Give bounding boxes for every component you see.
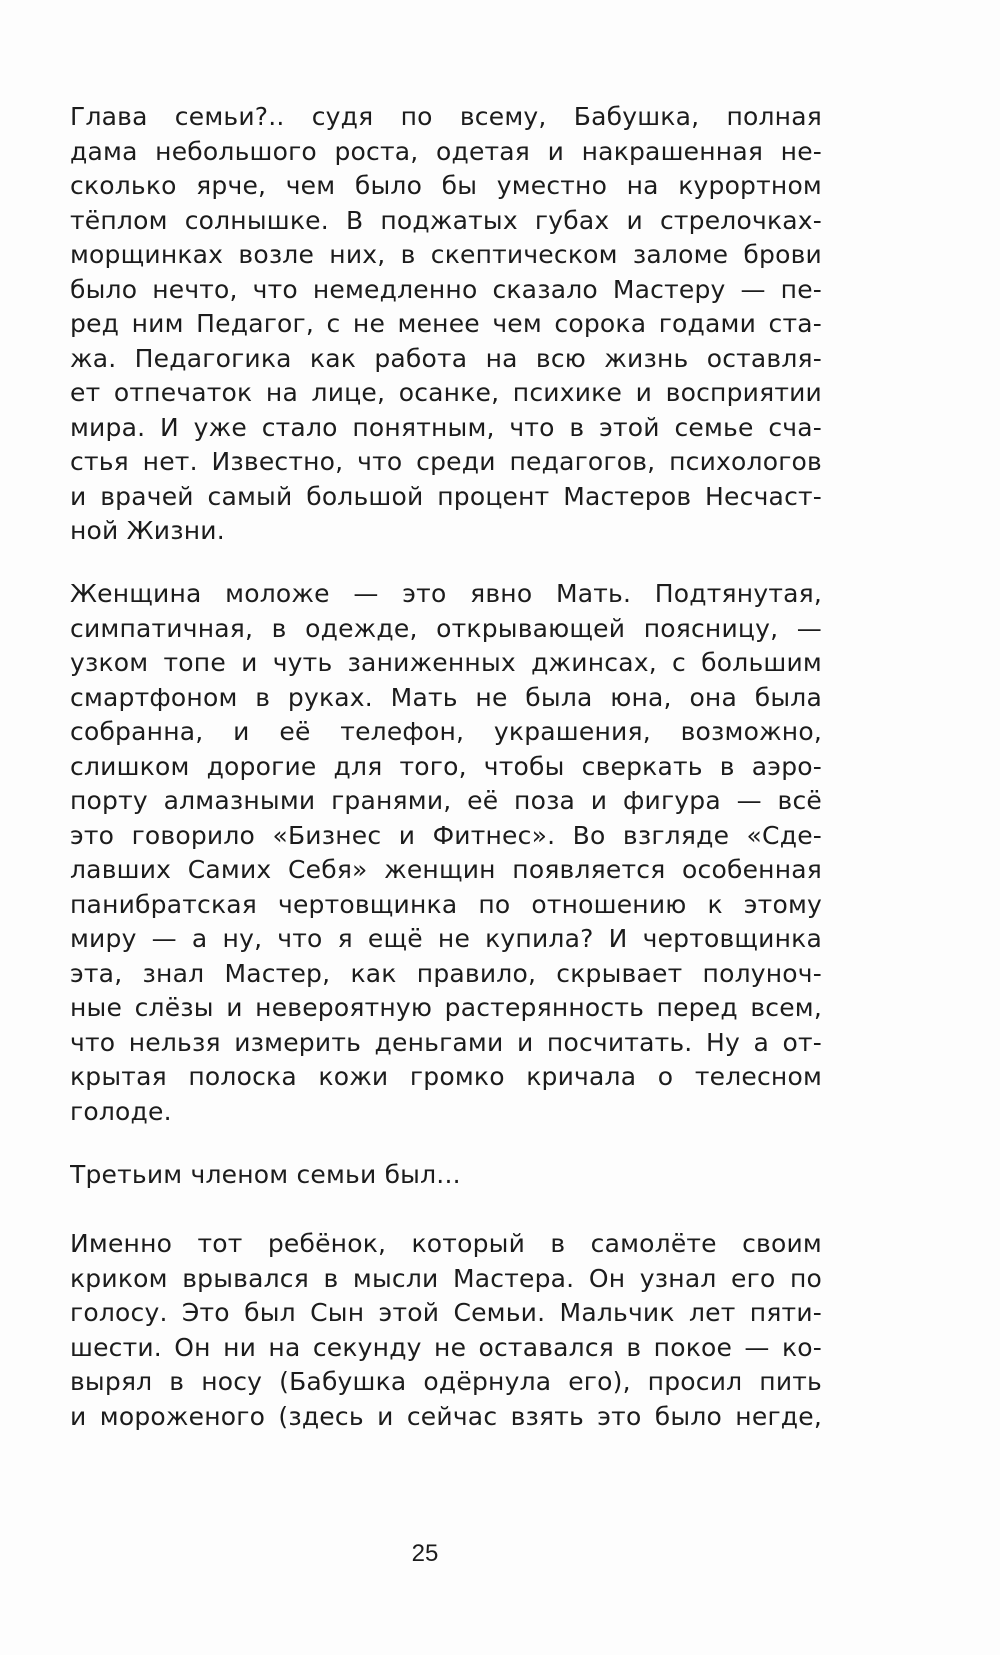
paragraph-2 [70, 577, 822, 1129]
text-line: шести. Он ни на секунду не оставался в покое — ко- [70, 1332, 822, 1362]
text-line: голосу. Это был Сын этой Семьи. Мальчик лет пяти- [70, 1298, 822, 1327]
text-line: Женщина моложе — это явно Мать. Подтянутая, [70, 579, 822, 608]
text-line: панибратская чертовщинка по отношению к этому [70, 889, 822, 919]
text-line: узком топе и чуть заниженных джинсах, с большим [70, 648, 822, 677]
text-line: и мороженого (здесь и сейчас взять это было негде, [70, 1401, 822, 1431]
text-line: стья нет. Известно, что среди педагогов, психологов [70, 447, 822, 476]
paragraph-1 [70, 100, 822, 549]
text-line: симпатичная, в одежде, открывающей поясницу, — [70, 613, 822, 643]
text-line: слишком дорогие для того, чтобы сверкать в аэро- [70, 751, 822, 781]
text-line: порту алмазными гранями, её поза и фигура — всё [70, 786, 822, 815]
text-line: жа. Педагогика как работа на всю жизнь оставля- [70, 343, 822, 373]
text-line: голоде. [70, 1096, 172, 1126]
text-line: вырял в носу (Бабушка одёрнула его), просил пить [70, 1367, 822, 1396]
text-line: криком врывался в мысли Мастера. Он узнал его по [70, 1263, 822, 1293]
text-line: мира. И уже стало понятным, что в этой семье сча- [70, 412, 822, 442]
text-line: ной Жизни. [70, 516, 225, 545]
text-line: миру — а ну, что я ещё не купила? И чертовщинка [70, 924, 822, 953]
text-line: что нельзя измерить деньгами и посчитать. Ну а от- [70, 1027, 822, 1057]
text-line: ет отпечаток на лице, осанке, психике и восприятии [70, 378, 822, 407]
text-line: тёплом солнышке. В поджатых губах и стрелочках- [70, 205, 822, 235]
text-line: Именно тот ребёнок, который в самолёте своим [70, 1229, 822, 1258]
text-line: Третьим членом семьи был... [70, 1160, 461, 1189]
text-line: ред ним Педагог, с не менее чем сорока годами ста- [70, 309, 822, 338]
text-line: было нечто, что немедленно сказало Мастеру — пе- [70, 274, 822, 304]
text-line: это говорило «Бизнес и Фитнес». Во взгляде «Сде- [70, 820, 822, 850]
text-line: лавших Самих Себя» женщин появляется особенная [70, 855, 822, 884]
text-line: Глава семьи?.. судя по всему, Бабушка, полная [70, 102, 822, 131]
text-line: эта, знал Мастер, как правило, скрывает полуноч- [70, 958, 822, 988]
paragraph-3 [70, 1158, 822, 1193]
text-line: и врачей самый большой процент Мастеров Несчаст- [70, 481, 822, 511]
text-line: морщинках возле них, в скептическом заломе брови [70, 240, 822, 269]
text-line: крытая полоска кожи громко кричала о телесном [70, 1062, 822, 1091]
text-line: дама небольшого роста, одетая и накрашенная не- [70, 136, 822, 166]
text-line: сколько ярче, чем было бы уместно на курортном [70, 171, 822, 200]
text-line: собранна, и её телефон, украшения, возможно, [70, 717, 822, 746]
text-line: ные слёзы и невероятную растерянность перед всем, [70, 993, 822, 1022]
text-line: смартфоном в руках. Мать не была юна, она была [70, 682, 822, 712]
paragraph-4 [70, 1227, 822, 1434]
page-number: 25 [411, 1540, 439, 1567]
